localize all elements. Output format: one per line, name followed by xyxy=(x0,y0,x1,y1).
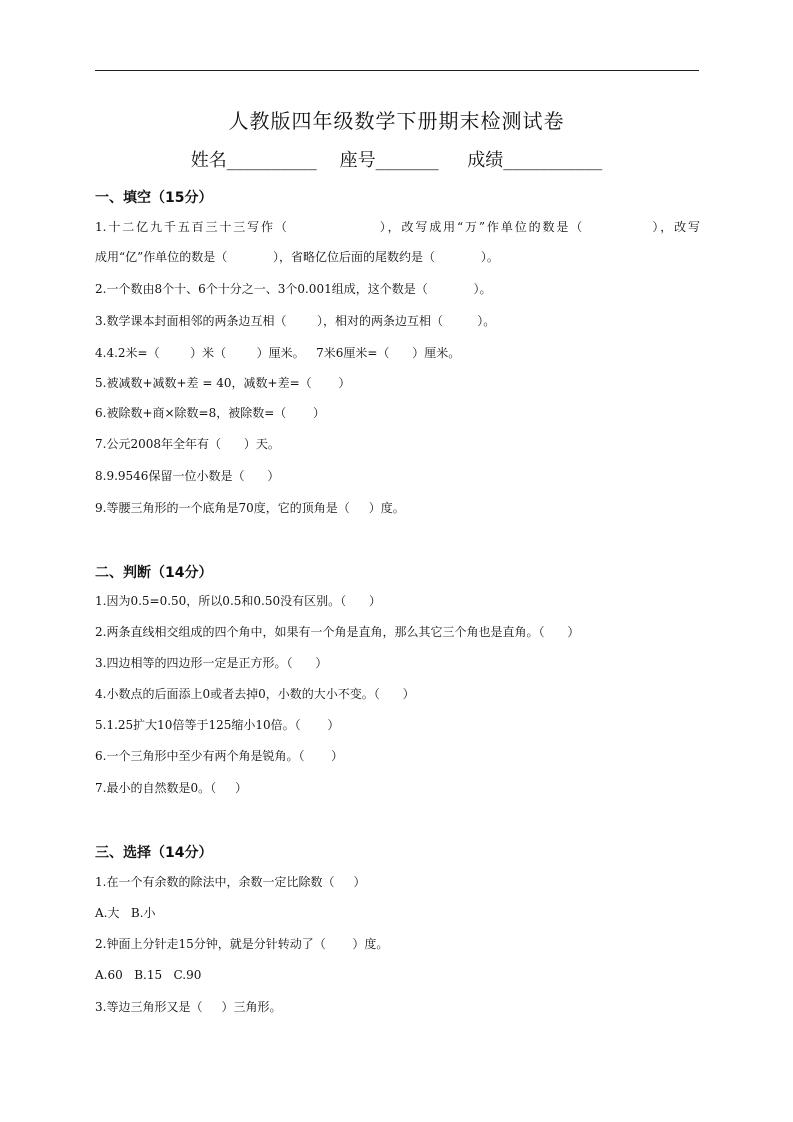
page-title: 人教版四年级数学下册期末检测试卷 xyxy=(228,109,565,133)
top-rule xyxy=(95,70,699,71)
answer-options: A.60 B.15 C.90 xyxy=(95,968,202,982)
question-line: 2.两条直线相交组成的四个角中，如果有一个角是直角，那么其它三个角也是直角。（ ） xyxy=(95,625,580,639)
question-line: 4.4.2米=（ ）米（ ）厘米。 7米6厘米=（ ）厘米。 xyxy=(95,346,461,360)
answer-options: A.大 B.小 xyxy=(95,906,156,920)
section-heading-multiple-choice: 三、选择（14分） xyxy=(95,845,213,861)
question-line: 3.数学课本封面相邻的两条边互相（ ），相对的两条边互相（ ）。 xyxy=(95,314,496,328)
question-line: 9.等腰三角形的一个底角是70度，它的顶角是（ ）度。 xyxy=(95,501,405,515)
question-line: 5.被减数+减数+差 = 40，减数+差=（ ） xyxy=(95,376,351,390)
question-line: 6.一个三角形中至少有两个角是锐角。（ ） xyxy=(95,749,344,763)
question-line: 2.一个数由8个十、6个十分之一、3个0.001组成，这个数是（ ）。 xyxy=(95,282,492,296)
question-line: 6.被除数+商×除数=8，被除数=（ ） xyxy=(95,406,326,420)
question-line: 8.9.9546保留一位小数是（ ） xyxy=(95,469,280,483)
question-line: 1.因为0.5=0.50，所以0.5和0.50没有区别。（ ） xyxy=(95,594,381,608)
question-line: 3.等边三角形又是（ ）三角形。 xyxy=(95,1000,282,1014)
question-line: 3.四边相等的四边形一定是正方形。（ ） xyxy=(95,656,328,670)
question-line: 4.小数点的后面添上0或者去掉0，小数的大小不变。（ ） xyxy=(95,687,415,701)
question-line: 2.钟面上分针走15分钟，就是分针转动了（ ）度。 xyxy=(95,937,389,951)
student-info: 姓名__________ 座号_______ 成绩___________ xyxy=(190,150,603,171)
question-line: 成用“亿”作单位的数是（ ），省略亿位后面的尾数约是（ ）。 xyxy=(95,250,499,264)
question-line: 1.在一个有余数的除法中，余数一定比除数（ ） xyxy=(95,875,366,889)
question-line: 5.1.25扩大10倍等于125缩小10倍。（ ） xyxy=(95,718,340,732)
question-line: 7.公元2008年全年有（ ）天。 xyxy=(95,437,280,451)
question-line: 1.十二亿九千五百三十三写作（ ），改写成用“万”作单位的数是（ ），改写 xyxy=(95,220,700,234)
section-heading-fill-blank: 一、填空（15分） xyxy=(95,190,213,206)
question-line: 7.最小的自然数是0。（ ） xyxy=(95,781,248,795)
section-heading-true-false: 二、判断（14分） xyxy=(95,565,213,581)
